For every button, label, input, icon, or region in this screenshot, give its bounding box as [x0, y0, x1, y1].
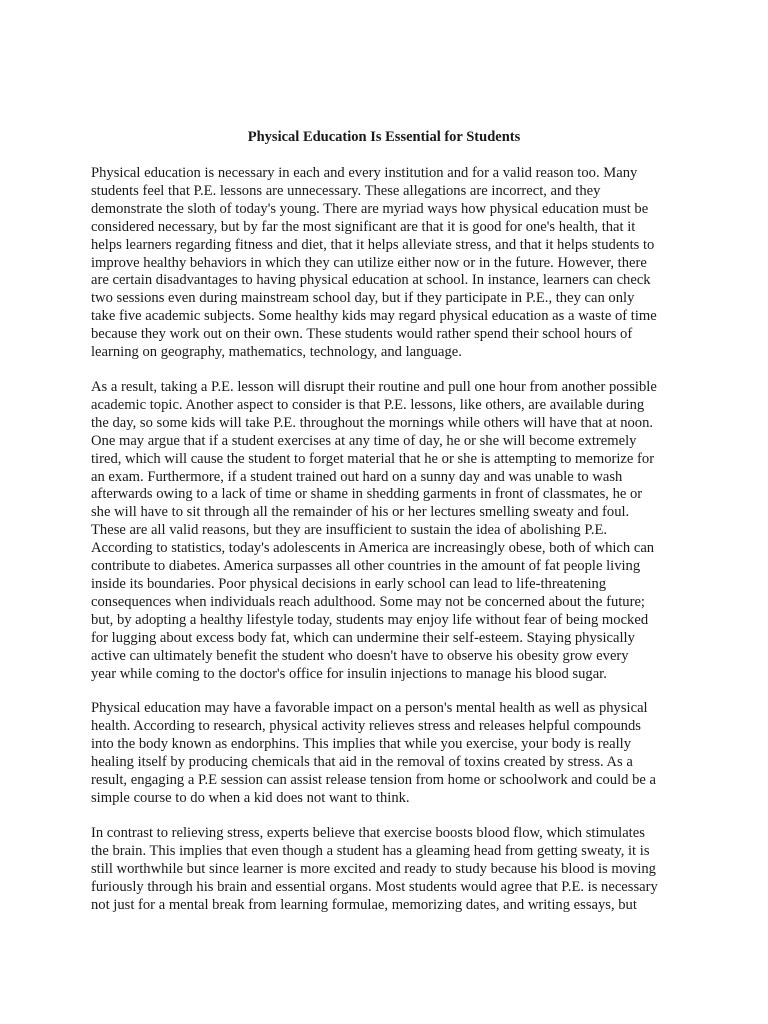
text-line: she will have to sit through all the remainder of his or her lectures smelling sweaty and foul.	[91, 504, 630, 521]
text-line: simple course to do when a kid does not want to think.	[91, 789, 410, 806]
text-line: healing itself by producing chemicals that aid in the removal of toxins created by stress. As a	[91, 753, 633, 770]
text-line: As a result, taking a P.E. lesson will disrupt their routine and pull one hour from another possible	[91, 379, 657, 395]
text-line: demonstrate the sloth of today's young. There are myriad ways how physical education must be	[91, 200, 649, 217]
text-line: afterwards owing to a lack of time or shame in shedding garments in front of classmates, he or	[91, 486, 643, 503]
text-line: but, by adopting a healthy lifestyle today, students may enjoy life without fear of being mocked	[91, 611, 649, 628]
text-line: considered necessary, but by far the most significant are that it is good for one's health, that it	[91, 218, 636, 235]
text-line: the brain. This implies that even though a student has a gleaming head from getting sweaty, it is	[91, 842, 650, 859]
text-line: into the body known as endorphins. This implies that while you exercise, your body is really	[91, 735, 632, 752]
text-line: two sessions even during mainstream school day, but if they participate in P.E., they can only	[91, 290, 635, 307]
text-line: One may argue that if a student exercises at any time of day, he or she will become extremely	[91, 432, 637, 449]
text-line: academic topic. Another aspect to consider is that P.E. lessons, like others, are available during	[91, 396, 645, 413]
text-line: These are all valid reasons, but they are insufficient to sustain the idea of abolishing P.E.	[91, 522, 608, 539]
text-line: In contrast to relieving stress, experts believe that exercise boosts blood flow, which stimulates	[91, 825, 645, 841]
text-line: result, engaging a P.E session can assist release tension from home or schoolwork and could be a	[91, 771, 656, 788]
text-line: consequences when individuals reach adulthood. Some may not be concerned about the future;	[91, 593, 645, 610]
text-line: for lugging about excess body fat, which can undermine their self-esteem. Staying physically	[91, 629, 635, 646]
text-line: health. According to research, physical activity relieves stress and releases helpful compounds	[91, 717, 641, 734]
text-line: improve healthy behaviors in which they can utilize either now or in the future. However, there	[91, 254, 647, 271]
text-line: Physical education is necessary in each and every institution and for a valid reason too. Many	[91, 165, 638, 181]
text-line: take five academic subjects. Some healthy kids may regard physical education as a waste of time	[91, 308, 657, 325]
text-line: helps learners regarding fitness and diet, that it helps alleviate stress, and that it helps students to	[91, 236, 655, 253]
text-line: students feel that P.E. lessons are unnecessary. These allegations are incorrect, and they	[91, 182, 601, 199]
text-line: an exam. Furthermore, if a student trained out hard on a sunny day and was unable to wash	[91, 468, 623, 485]
text-line: active can ultimately benefit the student who doesn't have to observe his obesity grow every	[91, 647, 629, 664]
paragraph-4	[91, 825, 675, 915]
text-line: tired, which will cause the student to forget material that he or she is attempting to memorize for	[91, 450, 655, 467]
document-title: Physical Education Is Essential for Students	[247, 129, 521, 145]
paragraph-2	[91, 379, 675, 683]
text-line: According to statistics, today's adolescents in America are increasingly obese, both of which can	[91, 540, 655, 557]
paragraph-1	[91, 165, 675, 362]
text-line: year while coming to the doctor's office for insulin injections to manage his blood sugar.	[91, 665, 607, 682]
text-line: inside its boundaries. Poor physical decisions in early school can lead to life-threatening	[91, 575, 607, 592]
text-line: learning on geography, mathematics, technology, and language.	[91, 344, 462, 361]
paragraph-3	[91, 700, 675, 807]
text-line: still worthwhile but since learner is more excited and ready to study because his blood is moving	[91, 860, 656, 877]
text-line: not just for a mental break from learning formulae, memorizing dates, and writing essays, but	[91, 896, 637, 913]
text-line: the day, so some kids will take P.E. throughout the mornings while others will have that at noon.	[91, 414, 654, 431]
text-line: contribute to diabetes. America surpasses all other countries in the amount of fat people living	[91, 558, 641, 575]
text-line: are certain disadvantages to having physical education at school. In instance, learners can check	[91, 272, 651, 289]
text-line: because they work out on their own. These students would rather spend their school hours of	[91, 326, 633, 343]
text-line: furiously through his brain and essential organs. Most students would agree that P.E. is necessary	[91, 878, 658, 895]
text-line: Physical education may have a favorable impact on a person's mental health as well as physical	[91, 700, 648, 716]
